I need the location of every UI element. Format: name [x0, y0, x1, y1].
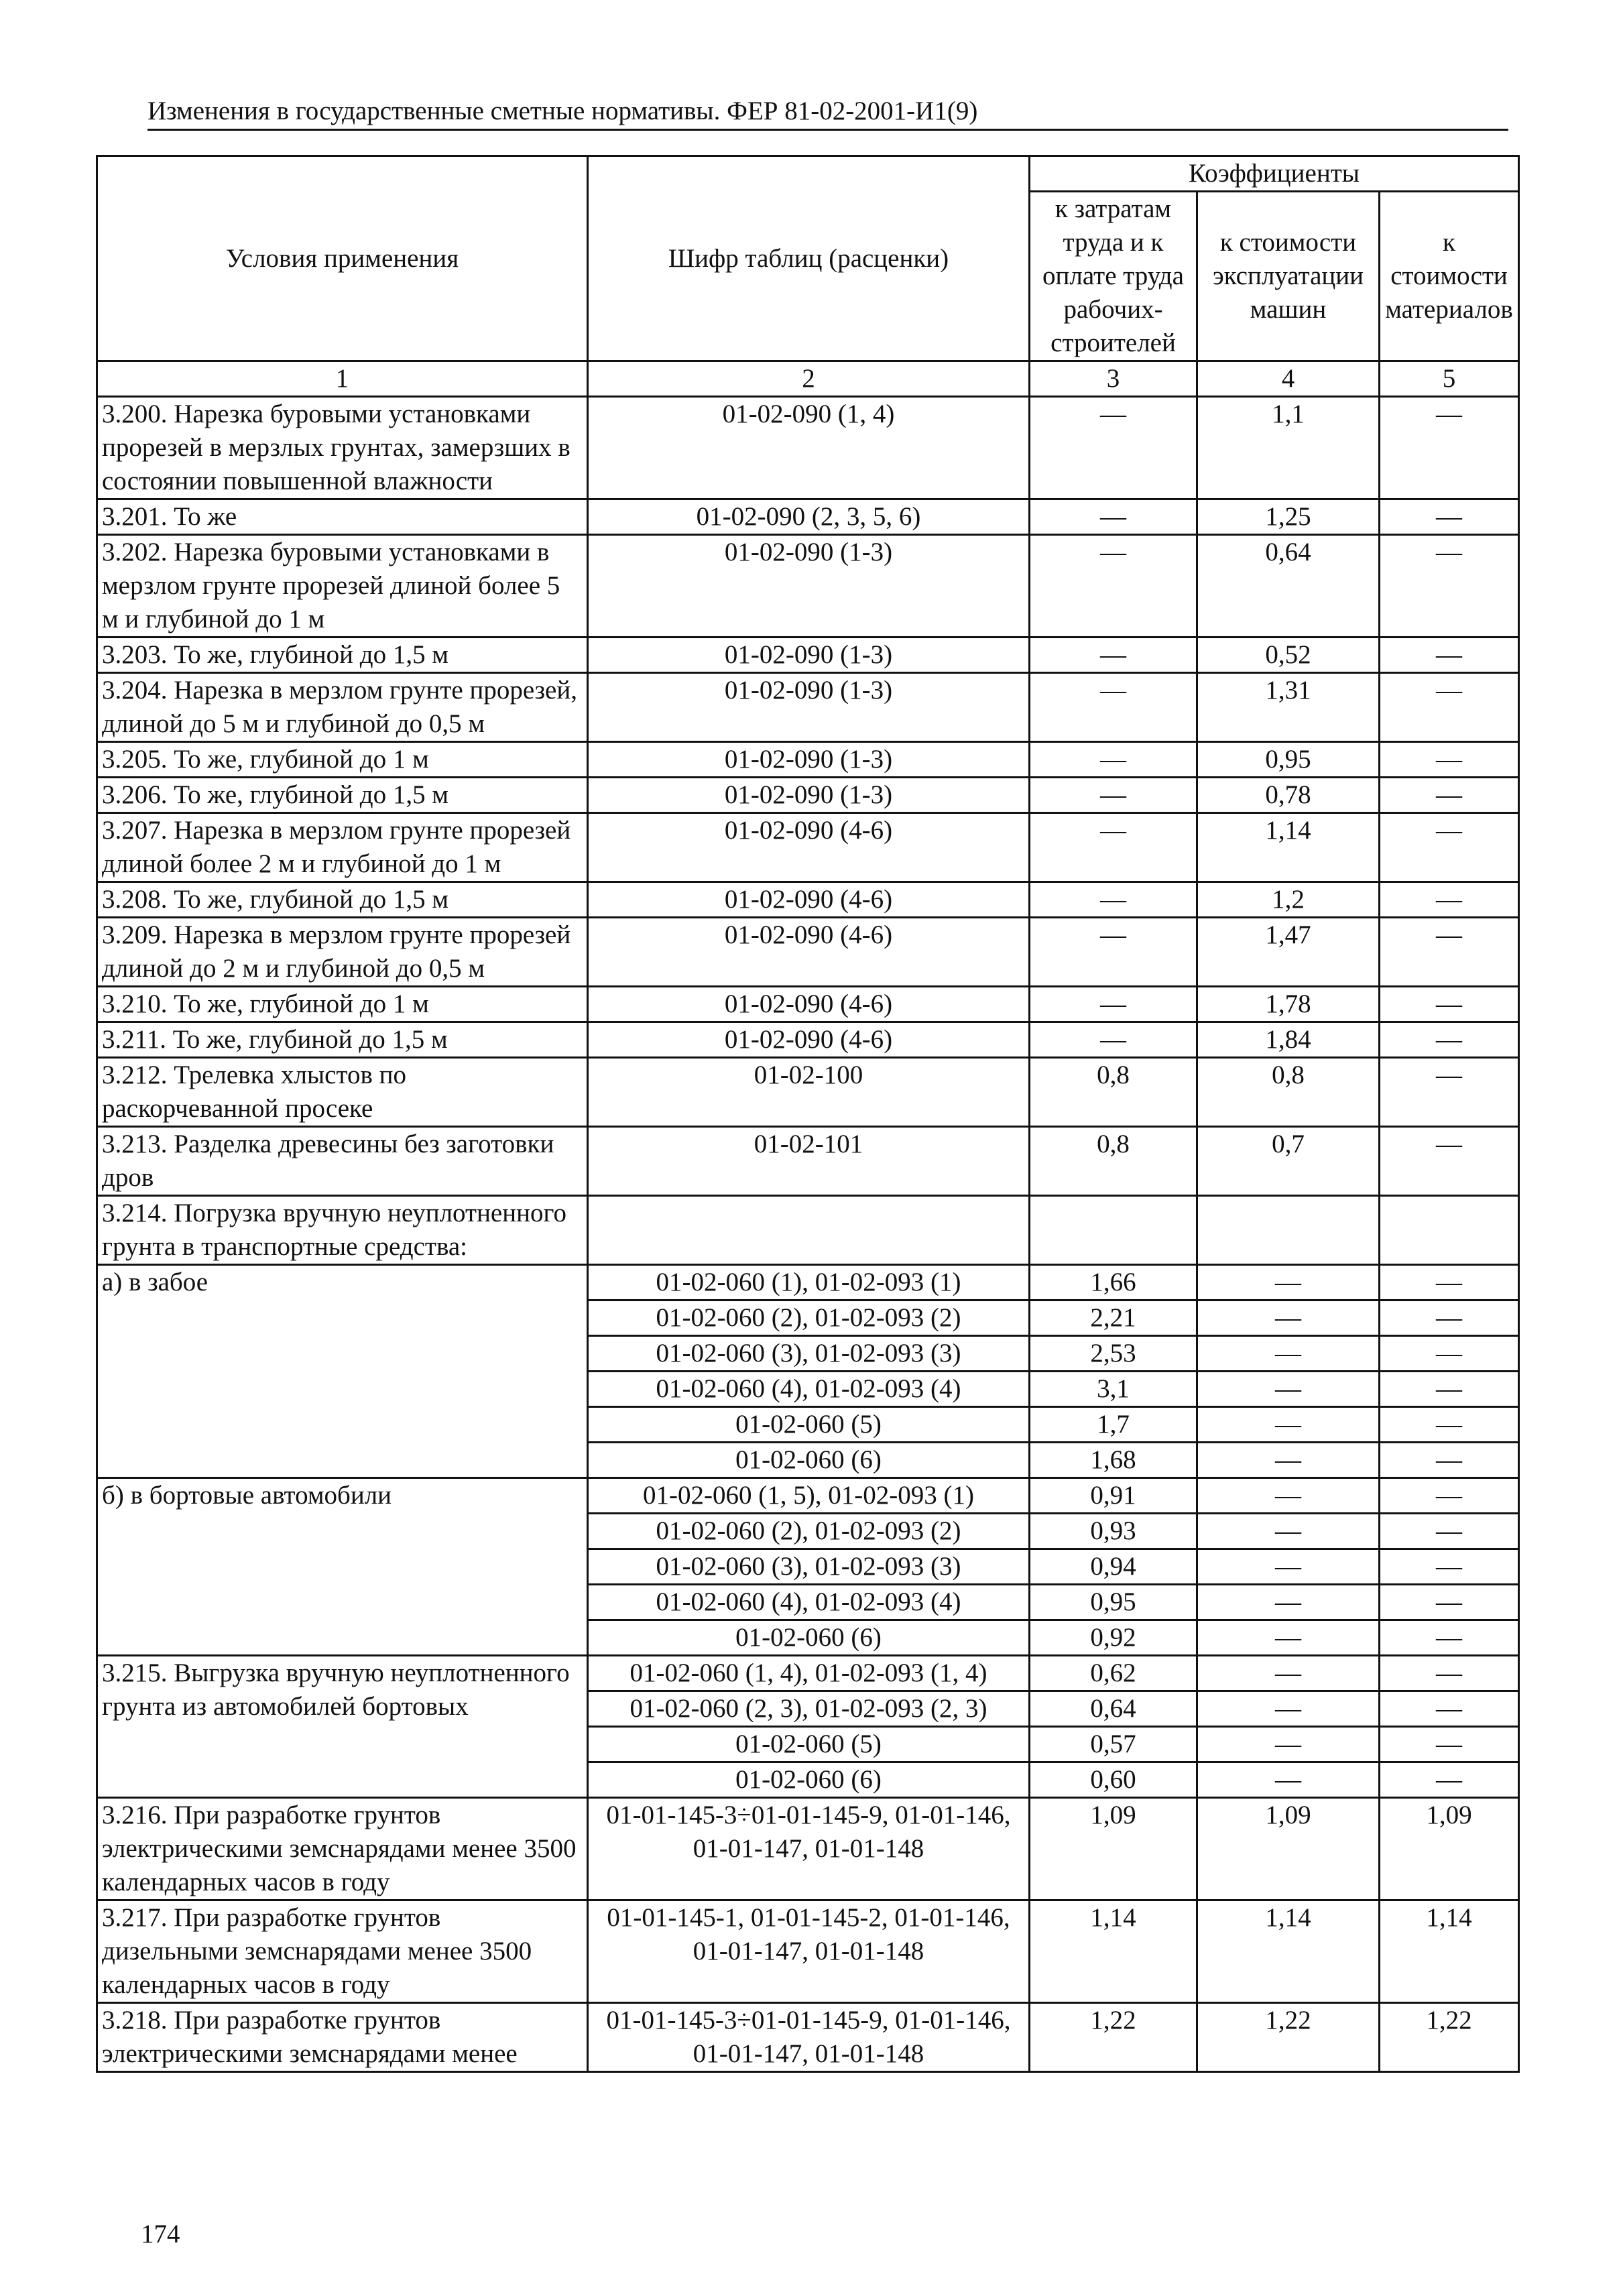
code-cell: 01-02-060 (1, 5), 01-02-093 (1)	[588, 1478, 1030, 1514]
header-labor: к затратам труда и к оплате труда рабочих-строителей	[1030, 192, 1197, 361]
condition-cell: а) в забое	[97, 1265, 588, 1478]
table-row	[97, 742, 1519, 778]
code-cell: 01-02-100	[588, 1058, 1030, 1127]
condition-cell: 3.210. То же, глубиной до 1 м	[97, 987, 588, 1022]
coefficients-table	[96, 155, 1520, 2073]
table-row	[97, 882, 1519, 918]
materials-coef-cell: —	[1380, 918, 1519, 987]
condition-cell: 3.205. То же, глубиной до 1 м	[97, 742, 588, 778]
condition-cell: 3.215. Выгрузка вручную неуплотненного грунта из автомобилей бортовых	[97, 1656, 588, 1798]
materials-coef-cell: —	[1380, 499, 1519, 535]
condition-cell: 3.211. То же, глубиной до 1,5 м	[97, 1022, 588, 1058]
labor-coef-cell: —	[1030, 987, 1197, 1022]
page-number: 174	[141, 2220, 180, 2248]
materials-coef-cell	[1380, 1196, 1519, 1265]
code-cell: 01-02-090 (1, 4)	[588, 397, 1030, 499]
materials-coef-cell: —	[1380, 1336, 1519, 1372]
labor-coef-cell	[1030, 1196, 1197, 1265]
column-number: 5	[1380, 361, 1519, 397]
labor-coef-cell: 1,22	[1030, 2003, 1197, 2072]
materials-coef-cell: —	[1380, 1265, 1519, 1301]
condition-cell: 3.203. То же, глубиной до 1,5 м	[97, 638, 588, 673]
code-cell: 01-02-060 (2), 01-02-093 (2)	[588, 1514, 1030, 1549]
machines-coef-cell: —	[1197, 1620, 1380, 1656]
condition-cell: 3.208. То же, глубиной до 1,5 м	[97, 882, 588, 918]
condition-cell: 3.212. Трелевка хлыстов по раскорчеванной просеке	[97, 1058, 588, 1127]
labor-coef-cell: —	[1030, 499, 1197, 535]
machines-coef-cell	[1197, 1196, 1380, 1265]
materials-coef-cell: —	[1380, 1407, 1519, 1443]
page-header: Изменения в государственные сметные нормативы. ФЕР 81-02-2001-И1(9)	[147, 95, 1508, 131]
condition-cell: 3.206. То же, глубиной до 1,5 м	[97, 778, 588, 813]
materials-coef-cell: —	[1380, 1691, 1519, 1727]
materials-coef-cell: —	[1380, 1620, 1519, 1656]
code-cell: 01-02-090 (4-6)	[588, 987, 1030, 1022]
machines-coef-cell: —	[1197, 1762, 1380, 1798]
table-row	[97, 1022, 1519, 1058]
labor-coef-cell: —	[1030, 778, 1197, 813]
machines-coef-cell: —	[1197, 1336, 1380, 1372]
labor-coef-cell: 0,60	[1030, 1762, 1197, 1798]
materials-coef-cell: —	[1380, 1585, 1519, 1620]
column-number-row	[97, 361, 1519, 397]
materials-coef-cell: —	[1380, 638, 1519, 673]
table-row	[97, 1058, 1519, 1127]
code-cell: 01-02-060 (6)	[588, 1762, 1030, 1798]
table-row	[97, 1900, 1519, 2003]
condition-cell: 3.209. Нарезка в мерзлом грунте прорезей длиной до 2 м и глубиной до 0,5 м	[97, 918, 588, 987]
labor-coef-cell: —	[1030, 397, 1197, 499]
labor-coef-cell: 0,8	[1030, 1058, 1197, 1127]
code-cell: 01-02-090 (1-3)	[588, 673, 1030, 742]
machines-coef-cell: —	[1197, 1372, 1380, 1407]
labor-coef-cell: 1,66	[1030, 1265, 1197, 1301]
labor-coef-cell: —	[1030, 535, 1197, 638]
column-number: 2	[588, 361, 1030, 397]
materials-coef-cell: —	[1380, 1762, 1519, 1798]
labor-coef-cell: —	[1030, 882, 1197, 918]
table-row	[97, 1798, 1519, 1900]
machines-coef-cell: —	[1197, 1727, 1380, 1762]
code-cell: 01-01-145-3÷01-01-145-9, 01-01-146, 01-01-147, 01-01-148	[588, 1798, 1030, 1900]
code-cell: 01-02-090 (1-3)	[588, 742, 1030, 778]
code-cell: 01-02-060 (4), 01-02-093 (4)	[588, 1585, 1030, 1620]
condition-cell: 3.201. То же	[97, 499, 588, 535]
labor-coef-cell: 1,14	[1030, 1900, 1197, 2003]
materials-coef-cell: —	[1380, 1727, 1519, 1762]
machines-coef-cell: 1,14	[1197, 813, 1380, 882]
condition-cell: 3.200. Нарезка буровыми установками прорезей в мерзлых грунтах, замерзших в состоянии повышенной влажности	[97, 397, 588, 499]
condition-cell: 3.204. Нарезка в мерзлом грунте прорезей, длиной до 5 м и глубиной до 0,5 м	[97, 673, 588, 742]
machines-coef-cell: 1,22	[1197, 2003, 1380, 2072]
condition-cell: 3.202. Нарезка буровыми установками в мерзлом грунте прорезей длиной более 5 м и глубиной до 1 м	[97, 535, 588, 638]
table-row	[97, 535, 1519, 638]
labor-coef-cell: 0,95	[1030, 1585, 1197, 1620]
code-cell: 01-02-060 (6)	[588, 1443, 1030, 1478]
table-row	[97, 813, 1519, 882]
materials-coef-cell: —	[1380, 673, 1519, 742]
labor-coef-cell: 0,93	[1030, 1514, 1197, 1549]
code-cell: 01-02-060 (3), 01-02-093 (3)	[588, 1549, 1030, 1585]
table-row	[97, 673, 1519, 742]
table-row	[97, 987, 1519, 1022]
machines-coef-cell: —	[1197, 1549, 1380, 1585]
machines-coef-cell: —	[1197, 1656, 1380, 1691]
materials-coef-cell: —	[1380, 742, 1519, 778]
materials-coef-cell: —	[1380, 778, 1519, 813]
machines-coef-cell: 0,95	[1197, 742, 1380, 778]
machines-coef-cell: 1,78	[1197, 987, 1380, 1022]
labor-coef-cell: —	[1030, 673, 1197, 742]
condition-cell: б) в бортовые автомобили	[97, 1478, 588, 1656]
machines-coef-cell: —	[1197, 1478, 1380, 1514]
labor-coef-cell: 0,64	[1030, 1691, 1197, 1727]
labor-coef-cell: 0,8	[1030, 1127, 1197, 1196]
condition-cell: 3.214. Погрузка вручную неуплотненного грунта в транспортные средства:	[97, 1196, 588, 1265]
materials-coef-cell: —	[1380, 882, 1519, 918]
machines-coef-cell: 1,14	[1197, 1900, 1380, 2003]
header-conditions: Условия применения	[97, 156, 588, 361]
machines-coef-cell: —	[1197, 1407, 1380, 1443]
header-coefficients: Коэффициенты	[1030, 156, 1519, 192]
code-cell: 01-02-101	[588, 1127, 1030, 1196]
code-cell: 01-02-090 (2, 3, 5, 6)	[588, 499, 1030, 535]
code-cell: 01-01-145-3÷01-01-145-9, 01-01-146, 01-01-147, 01-01-148	[588, 2003, 1030, 2072]
materials-coef-cell: —	[1380, 1022, 1519, 1058]
condition-cell: 3.218. При разработке грунтов электрическими земснарядами менее	[97, 2003, 588, 2072]
labor-coef-cell: 0,57	[1030, 1727, 1197, 1762]
materials-coef-cell: —	[1380, 1656, 1519, 1691]
table-row	[97, 638, 1519, 673]
condition-cell: 3.217. При разработке грунтов дизельными земснарядами менее 3500 календарных часов в году	[97, 1900, 588, 2003]
labor-coef-cell: —	[1030, 638, 1197, 673]
code-cell: 01-02-090 (4-6)	[588, 882, 1030, 918]
code-cell: 01-02-060 (3), 01-02-093 (3)	[588, 1336, 1030, 1372]
condition-cell: 3.213. Разделка древесины без заготовки дров	[97, 1127, 588, 1196]
labor-coef-cell: 0,62	[1030, 1656, 1197, 1691]
header-code: Шифр таблиц (расценки)	[588, 156, 1030, 361]
machines-coef-cell: 1,1	[1197, 397, 1380, 499]
machines-coef-cell: —	[1197, 1691, 1380, 1727]
column-number: 3	[1030, 361, 1197, 397]
materials-coef-cell: 1,14	[1380, 1900, 1519, 2003]
materials-coef-cell: —	[1380, 1549, 1519, 1585]
code-cell: 01-01-145-1, 01-01-145-2, 01-01-146, 01-01-147, 01-01-148	[588, 1900, 1030, 2003]
labor-coef-cell: —	[1030, 813, 1197, 882]
materials-coef-cell: —	[1380, 1514, 1519, 1549]
materials-coef-cell: 1,22	[1380, 2003, 1519, 2072]
machines-coef-cell: —	[1197, 1301, 1380, 1336]
machines-coef-cell: —	[1197, 1585, 1380, 1620]
table-row	[97, 778, 1519, 813]
materials-coef-cell: —	[1380, 813, 1519, 882]
code-cell: 01-02-060 (4), 01-02-093 (4)	[588, 1372, 1030, 1407]
materials-coef-cell: —	[1380, 987, 1519, 1022]
materials-coef-cell: —	[1380, 1058, 1519, 1127]
materials-coef-cell: —	[1380, 1372, 1519, 1407]
table-row	[97, 397, 1519, 499]
code-cell: 01-02-060 (6)	[588, 1620, 1030, 1656]
column-number: 4	[1197, 361, 1380, 397]
table-row	[97, 499, 1519, 535]
machines-coef-cell: 0,78	[1197, 778, 1380, 813]
machines-coef-cell: —	[1197, 1514, 1380, 1549]
code-cell: 01-02-060 (2, 3), 01-02-093 (2, 3)	[588, 1691, 1030, 1727]
labor-coef-cell: 2,21	[1030, 1301, 1197, 1336]
table-row	[97, 2003, 1519, 2072]
table-row	[97, 1265, 1519, 1301]
labor-coef-cell: 0,91	[1030, 1478, 1197, 1514]
code-cell: 01-02-060 (1, 4), 01-02-093 (1, 4)	[588, 1656, 1030, 1691]
labor-coef-cell: 2,53	[1030, 1336, 1197, 1372]
machines-coef-cell: —	[1197, 1443, 1380, 1478]
machines-coef-cell: 1,47	[1197, 918, 1380, 987]
labor-coef-cell: —	[1030, 918, 1197, 987]
table-row	[97, 1656, 1519, 1691]
code-cell: 01-02-090 (1-3)	[588, 778, 1030, 813]
machines-coef-cell: 1,84	[1197, 1022, 1380, 1058]
labor-coef-cell: 1,09	[1030, 1798, 1197, 1900]
labor-coef-cell: 1,7	[1030, 1407, 1197, 1443]
labor-coef-cell: —	[1030, 742, 1197, 778]
machines-coef-cell: 0,64	[1197, 535, 1380, 638]
labor-coef-cell: 0,94	[1030, 1549, 1197, 1585]
machines-coef-cell: 0,7	[1197, 1127, 1380, 1196]
table-row	[97, 1196, 1519, 1265]
machines-coef-cell: —	[1197, 1265, 1380, 1301]
materials-coef-cell: —	[1380, 1443, 1519, 1478]
code-cell: 01-02-090 (1-3)	[588, 535, 1030, 638]
labor-coef-cell: —	[1030, 1022, 1197, 1058]
labor-coef-cell: 0,92	[1030, 1620, 1197, 1656]
table-row	[97, 1127, 1519, 1196]
code-cell: 01-02-060 (1), 01-02-093 (1)	[588, 1265, 1030, 1301]
materials-coef-cell: —	[1380, 1478, 1519, 1514]
column-number: 1	[97, 361, 588, 397]
labor-coef-cell: 3,1	[1030, 1372, 1197, 1407]
materials-coef-cell: —	[1380, 1127, 1519, 1196]
code-cell: 01-02-090 (1-3)	[588, 638, 1030, 673]
condition-cell: 3.216. При разработке грунтов электрическими земснарядами менее 3500 календарных часов в году	[97, 1798, 588, 1900]
table-row	[97, 918, 1519, 987]
materials-coef-cell: —	[1380, 1301, 1519, 1336]
labor-coef-cell: 1,68	[1030, 1443, 1197, 1478]
code-cell: 01-02-090 (4-6)	[588, 813, 1030, 882]
machines-coef-cell: 0,52	[1197, 638, 1380, 673]
code-cell	[588, 1196, 1030, 1265]
code-cell: 01-02-090 (4-6)	[588, 918, 1030, 987]
condition-cell: 3.207. Нарезка в мерзлом грунте прорезей длиной более 2 м и глубиной до 1 м	[97, 813, 588, 882]
code-cell: 01-02-090 (4-6)	[588, 1022, 1030, 1058]
machines-coef-cell: 1,09	[1197, 1798, 1380, 1900]
machines-coef-cell: 1,31	[1197, 673, 1380, 742]
code-cell: 01-02-060 (2), 01-02-093 (2)	[588, 1301, 1030, 1336]
code-cell: 01-02-060 (5)	[588, 1727, 1030, 1762]
header-materials: к стоимости материалов	[1380, 192, 1519, 361]
machines-coef-cell: 1,2	[1197, 882, 1380, 918]
code-cell: 01-02-060 (5)	[588, 1407, 1030, 1443]
machines-coef-cell: 1,25	[1197, 499, 1380, 535]
materials-coef-cell: —	[1380, 535, 1519, 638]
machines-coef-cell: 0,8	[1197, 1058, 1380, 1127]
materials-coef-cell: 1,09	[1380, 1798, 1519, 1900]
table-row	[97, 1478, 1519, 1514]
header-machines: к стоимости эксплуатации машин	[1197, 192, 1380, 361]
materials-coef-cell: —	[1380, 397, 1519, 499]
